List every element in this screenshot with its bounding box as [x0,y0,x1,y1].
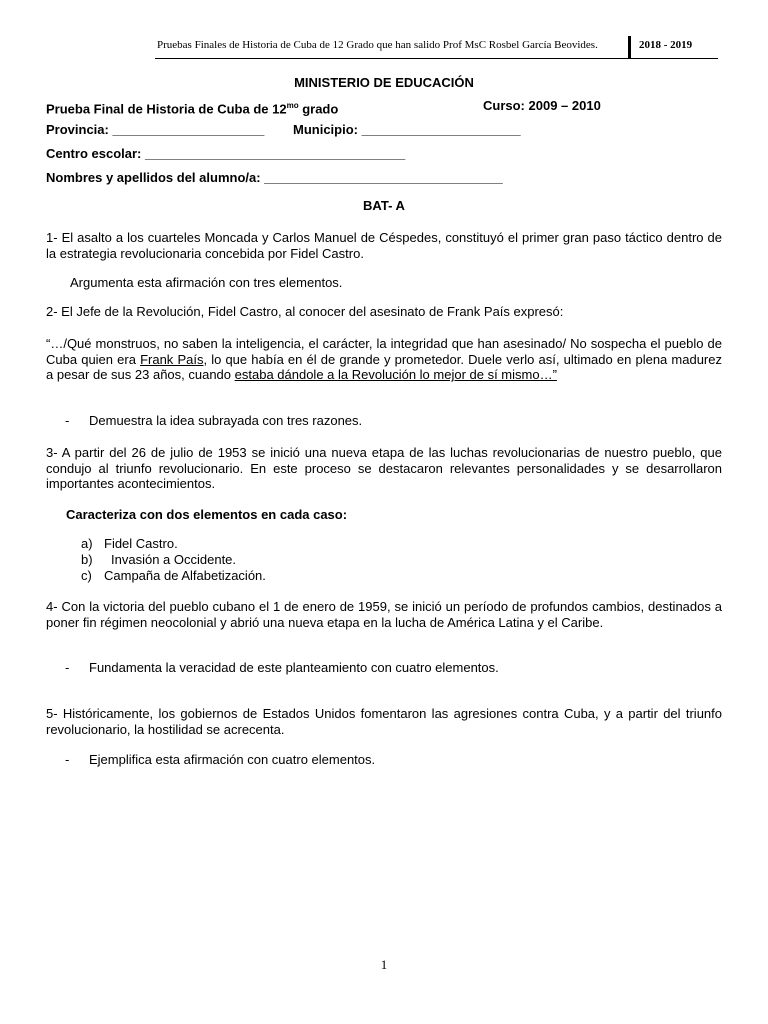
exam-title [46,98,338,117]
dash-bullet: - [65,752,70,767]
course-label: Curso: 2009 – 2010 [483,98,601,113]
dash-bullet: - [65,660,70,675]
quote-part-a: “…/Qué monstruos, no saben la inteligencia, el carácter, la integridad que han asesinado/ No sospecha el pueblo de Cuba quien era [46,336,722,367]
header-separator [628,36,631,58]
page-header [157,36,717,58]
province-field: Provincia: _____________________ [46,122,265,137]
quote-part-b: , lo que había en él de grande y prometedor. Duele verlo así, ultimado en plena madurez a pesar de sus 23 años, cuando [46,351,722,382]
quote-underlined: estaba dándole a la Revolución lo mejor de sí mismo…” [234,367,557,382]
list-item: Campaña de Alfabetización. [104,568,266,583]
header-year: 2018 - 2019 [639,39,693,51]
question-1-text: 1- El asalto a los cuarteles Moncada y Carlos Manuel de Céspedes, constituyó el primer gran paso táctico dentro de la estrategia revolucionaria concebida por Fidel Castro. [46,230,722,261]
list-marker: a) [81,536,93,551]
exam-title-prefix: Prueba Final de Historia de Cuba de 12 [46,101,287,117]
school-field: Centro escolar: ____________________________________ [46,146,406,161]
header-rule [155,58,718,59]
student-name-field: Nombres y apellidos del alumno/a: _________________________________ [46,170,503,185]
page-number: 1 [380,957,388,972]
exam-title-suffix: grado [298,101,339,117]
question-2-intro: 2- El Jefe de la Revolución, Fidel Castro, al conocer del asesinato de Frank País expresó: [46,304,564,319]
question-5-task: Ejemplifica esta afirmación con cuatro elementos. [89,752,376,767]
question-1-task: Argumenta esta afirmación con tres elementos. [70,275,343,290]
header-text: Pruebas Finales de Historia de Cuba de 12 Grado que han salido Prof MsC Rosbel García Beovides. [157,39,598,51]
municipality-field: Municipio: ______________________ [293,122,521,137]
ministry-title: MINISTERIO DE EDUCACIÓN [294,75,474,90]
question-5-text: 5- Históricamente, los gobiernos de Estados Unidos fomentaron las agresiones contra Cuba, y a partir del triunfo revolucionario, la hostilidad se acrecenta. [46,706,722,737]
list-marker: b) [81,552,93,567]
question-3-task: Caracteriza con dos elementos en cada caso: [66,507,348,522]
question-2-task: Demuestra la idea subrayada con tres razones. [89,413,363,428]
question-4-task: Fundamenta la veracidad de este planteamiento con cuatro elementos. [89,660,499,675]
exam-title-sup: mo [286,101,299,110]
question-2-quote [46,336,722,383]
question-3-text: 3- A partir del 26 de julio de 1953 se inició una nueva etapa de las luchas revolucionarias de nuestro pueblo, que condujo al triunfo revolucionario. En este proceso se destacaron relevantes personalidades y se desarrollaron importantes acontecimientos. [46,445,722,491]
list-item: Invasión a Occidente. [111,552,237,567]
question-4-text: 4- Con la victoria del pueblo cubano el 1 de enero de 1959, se inició un período de profundos cambios, destinados a poner fin régimen neocolonial y abrió una nueva etapa en la lucha de América Latina y el Caribe. [46,599,722,630]
quote-name: Frank País [140,351,204,367]
list-item: Fidel Castro. [104,536,178,551]
list-marker: c) [81,568,92,583]
dash-bullet: - [65,413,70,428]
exam-variant: BAT- A [363,198,405,213]
